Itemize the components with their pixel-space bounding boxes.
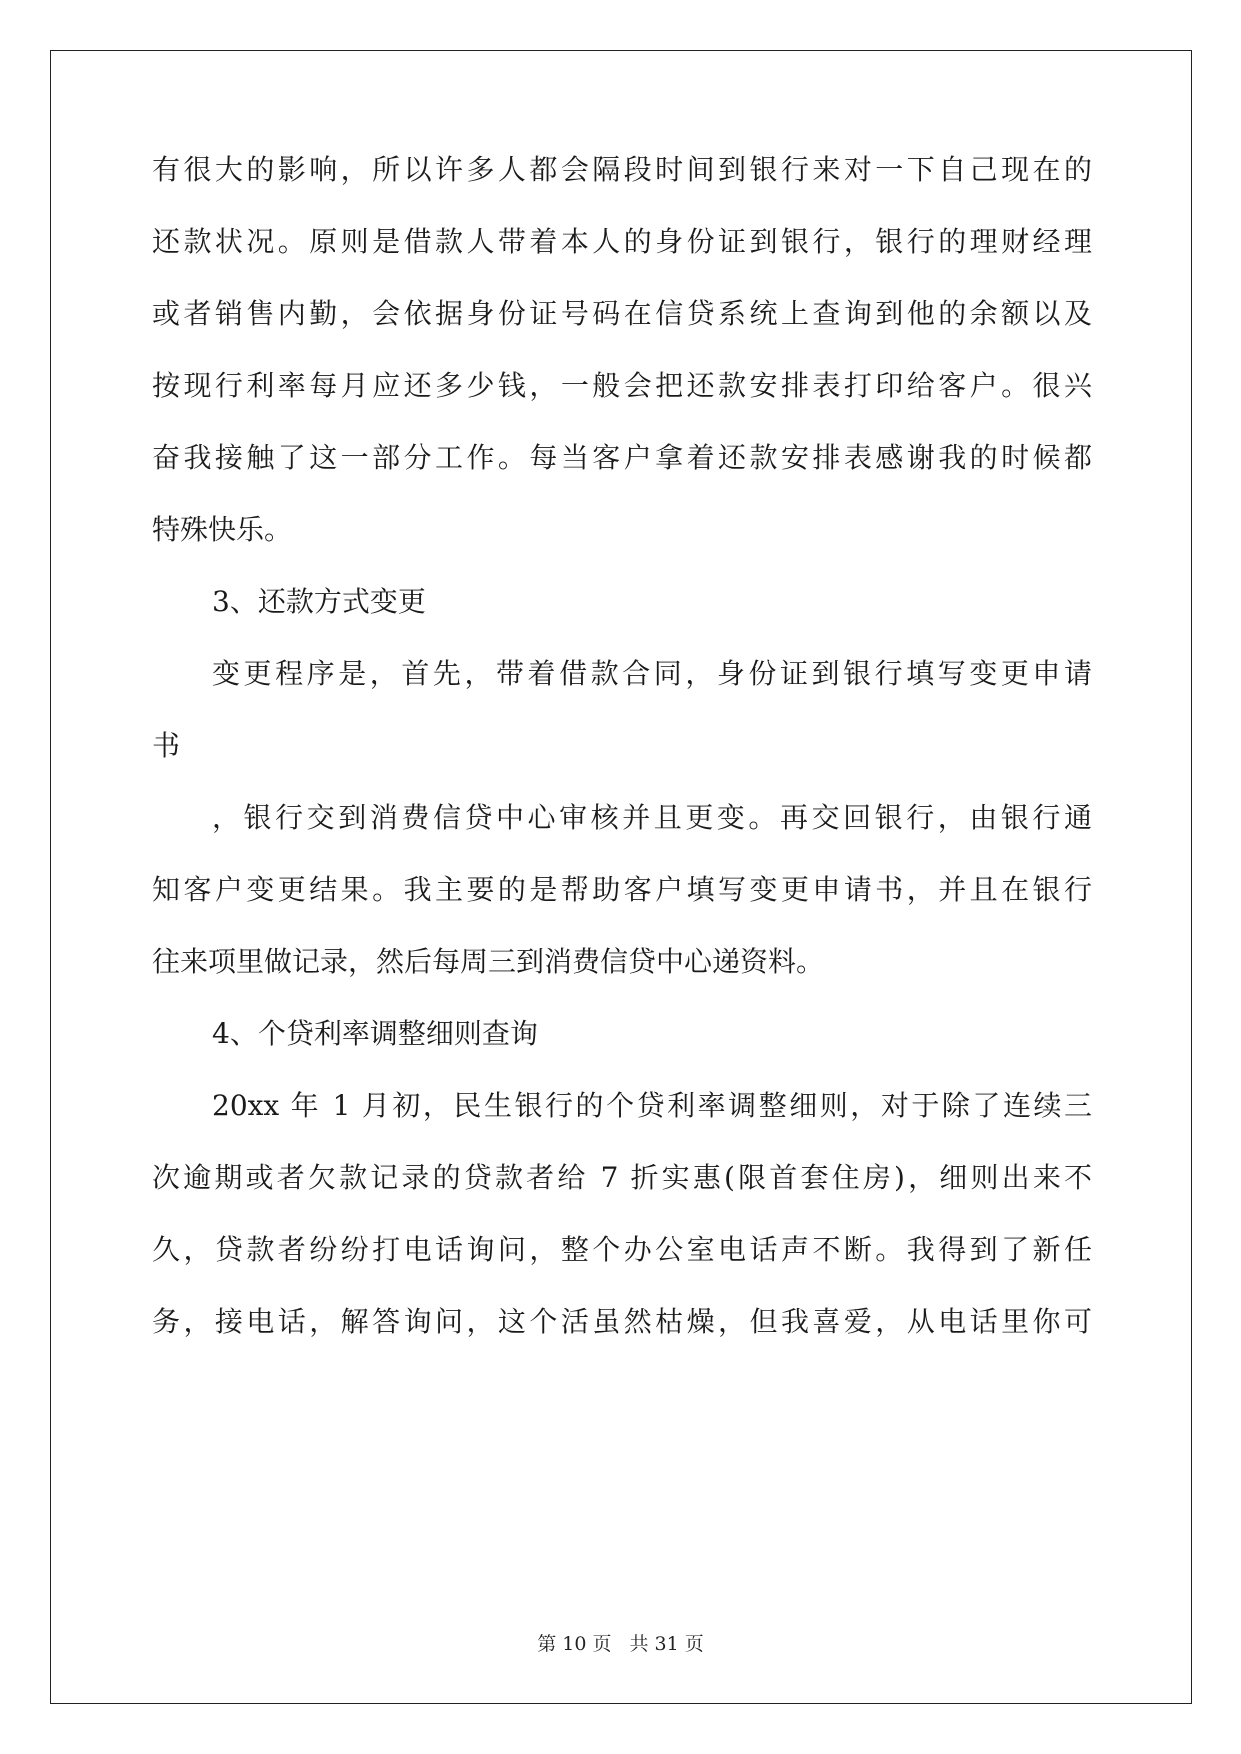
text-line: ，银行交到消费信贷中心审核并且更变。再交回银行，由银行通 xyxy=(212,801,1092,834)
text-line: 按现行利率每月应还多少钱，一般会把还款安排表打印给客户。很兴 xyxy=(152,369,1092,402)
text-line: 还款状况。原则是借款人带着本人的身份证到银行，银行的理财经理 xyxy=(152,225,1092,258)
text-line: 奋我接触了这一部分工作。每当客户拿着还款安排表感谢我的时候都 xyxy=(152,441,1092,474)
text-line: 特殊快乐。 xyxy=(152,513,293,546)
text-line: 知客户变更结果。我主要的是帮助客户填写变更申请书，并且在银行 xyxy=(152,873,1092,906)
page-footer xyxy=(0,1632,1241,1656)
text-line: 久，贷款者纷纷打电话询问，整个办公室电话声不断。我得到了新任 xyxy=(152,1233,1092,1266)
text-line: 或者销售内勤，会依据身份证号码在信贷系统上查询到他的余额以及 xyxy=(152,297,1092,330)
section-heading: 4、个贷利率调整细则查询 xyxy=(212,1017,538,1050)
text-line: 变更程序是，首先，带着借款合同，身份证到银行填写变更申请 xyxy=(212,657,1092,690)
section-heading: 3、还款方式变更 xyxy=(212,585,426,618)
text-line: 务，接电话，解答询问，这个活虽然枯燥，但我喜爱，从电话里你可 xyxy=(152,1305,1092,1338)
text-line: 次逾期或者欠款记录的贷款者给 7 折实惠(限首套住房)，细则出来不 xyxy=(152,1161,1092,1194)
text-line: 往来项里做记录，然后每周三到消费信贷中心递资料。 xyxy=(152,945,825,978)
page-number: 第 10 页 xyxy=(537,1633,612,1655)
text-line: 有很大的影响，所以许多人都会隔段时间到银行来对一下自己现在的 xyxy=(152,153,1092,186)
text-line: 书 xyxy=(152,729,181,762)
page-total: 共 31 页 xyxy=(629,1633,704,1655)
text-line: 20xx 年 1 月初，民生银行的个贷利率调整细则，对于除了连续三 xyxy=(212,1089,1092,1122)
